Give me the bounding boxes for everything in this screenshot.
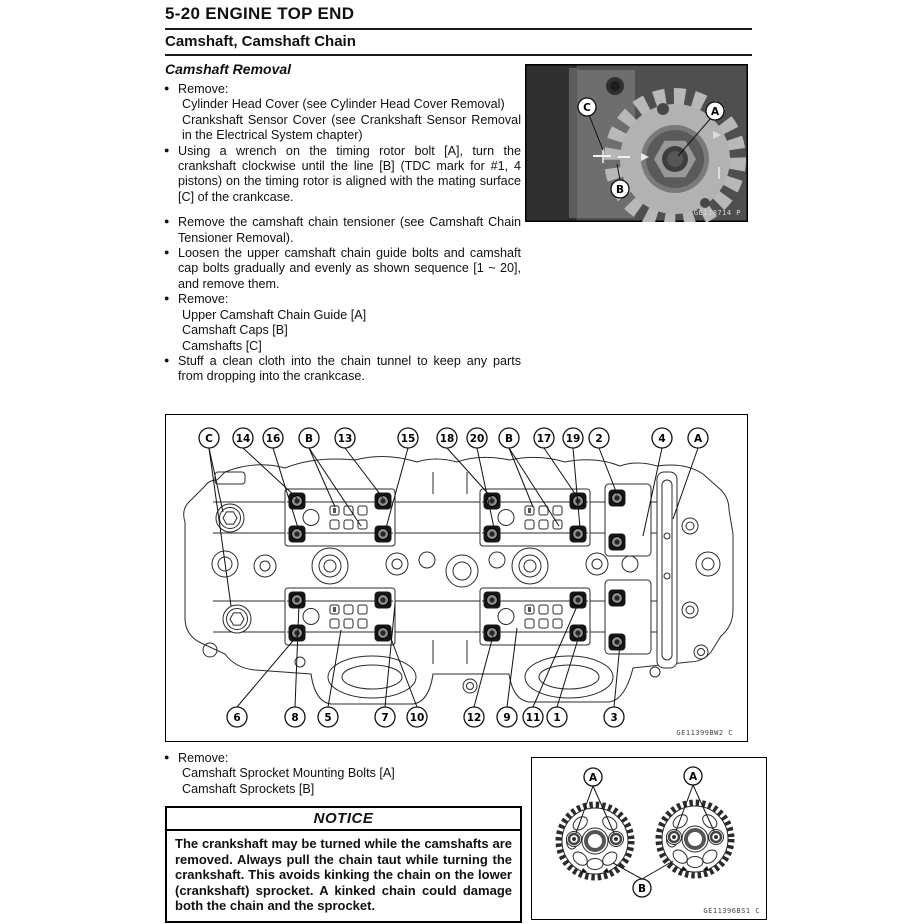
exhaust-sprocket xyxy=(559,805,631,877)
diagram-callout: 5 xyxy=(324,711,332,724)
list-item: ● Loosen the upper camshaft chain guide bolts and camshaft cap bolts gradually and evenly as shown sequence [1 ~ 20], and remove them. xyxy=(165,246,521,292)
header-rule xyxy=(165,28,752,30)
list-item: Upper Camshaft Chain Guide [A] xyxy=(182,307,367,322)
diagram-callout: 7 xyxy=(381,711,389,724)
list-item: ● Using a wrench on the timing rotor bolt [A], turn the crankshaft clockwise until the line [B] (TDC mark for #1, 4 pistons) on the timing rotor is aligned with the mating surface [C] of the crankcase. xyxy=(165,144,521,206)
intake-sprocket xyxy=(659,803,731,875)
subsection-title: Camshaft Removal xyxy=(165,61,292,77)
diagram-callout: 12 xyxy=(466,711,482,724)
diagram-callout: 11 xyxy=(525,711,541,724)
diagram-figure-code: GE11399BW2 C xyxy=(676,729,733,737)
diagram-callout: 17 xyxy=(536,432,552,445)
diagram-callout: C xyxy=(205,432,213,445)
diagram-callout: 9 xyxy=(503,711,511,724)
diagram-callout: 18 xyxy=(439,432,455,445)
diagram-callout: 19 xyxy=(565,432,581,445)
diagram-callout: 8 xyxy=(291,711,299,724)
procedure-list-bottom xyxy=(165,751,521,797)
list-item: Camshafts [C] xyxy=(182,338,262,353)
list-item: ● Stuff a clean cloth into the chain tunnel to keep any parts from dropping into the crankcase. xyxy=(165,354,521,385)
photo-figure-code: GE118714 P xyxy=(693,209,741,217)
diagram-callout: 1 xyxy=(553,711,561,724)
notice-title: NOTICE xyxy=(167,808,520,831)
diagram-callout: B xyxy=(304,432,314,445)
list-item: ● Remove the camshaft chain tensioner (see Camshaft Chain Tensioner Removal). xyxy=(165,215,521,246)
diagram-callout: 16 xyxy=(265,432,281,445)
diagram-callout: 3 xyxy=(610,711,618,724)
list-item: Camshaft Sprockets [B] xyxy=(182,781,315,796)
section-rule xyxy=(165,54,752,56)
procedure-list-top xyxy=(165,82,521,385)
diagram-callout: 20 xyxy=(469,432,485,445)
figure-camshaft-sprockets xyxy=(531,757,767,920)
figure-timing-rotor-photo xyxy=(525,64,748,222)
notice-text: The crankshaft may be turned while the camshafts are removed. Always pull the chain taut while turning the crankshaft. This avoids kinking the chain on the lower (crankshaft) sprocket. A kinked chain could damage both the chain and the sprocket. xyxy=(175,836,512,914)
list-item: Crankshaft Sensor Cover (see Crankshaft Sensor Removal in the Electrical System chapter) xyxy=(182,112,521,143)
diagram-callout: A xyxy=(693,432,703,445)
photo-callout-c: C xyxy=(583,101,591,114)
sprocket-callout-a: A xyxy=(588,771,598,784)
list-item: ● Remove: xyxy=(165,751,521,766)
list-item: Camshaft Sprocket Mounting Bolts [A] xyxy=(182,766,395,781)
sprocket-callout-a: A xyxy=(688,770,698,783)
notice-box xyxy=(165,806,522,923)
list-item: Camshaft Caps [B] xyxy=(182,323,288,338)
diagram-callout: 4 xyxy=(658,432,666,445)
list-item: ● Remove: xyxy=(165,292,521,307)
section-title: Camshaft, Camshaft Chain xyxy=(165,33,356,50)
diagram-callout: 15 xyxy=(400,432,416,445)
sprocket-callout-b: B xyxy=(637,882,647,895)
list-item: Cylinder Head Cover (see Cylinder Head Cover Removal) xyxy=(182,97,505,112)
sprockets-figure-code: GE11396BS1 C xyxy=(703,907,760,915)
list-item: ● Remove: xyxy=(165,82,521,97)
photo-callout-b: B xyxy=(615,183,625,196)
diagram-callout: 6 xyxy=(233,711,241,724)
photo-callout-a: A xyxy=(710,105,720,118)
page-title: 5-20 ENGINE TOP END xyxy=(165,4,355,23)
diagram-callout: 13 xyxy=(337,432,353,445)
diagram-callout: 2 xyxy=(595,432,603,445)
figure-cap-bolt-sequence xyxy=(165,414,748,742)
diagram-callout: 10 xyxy=(409,711,425,724)
diagram-callout: B xyxy=(504,432,514,445)
diagram-callout: 14 xyxy=(235,432,251,445)
camshaft-hex-intake xyxy=(223,605,251,633)
